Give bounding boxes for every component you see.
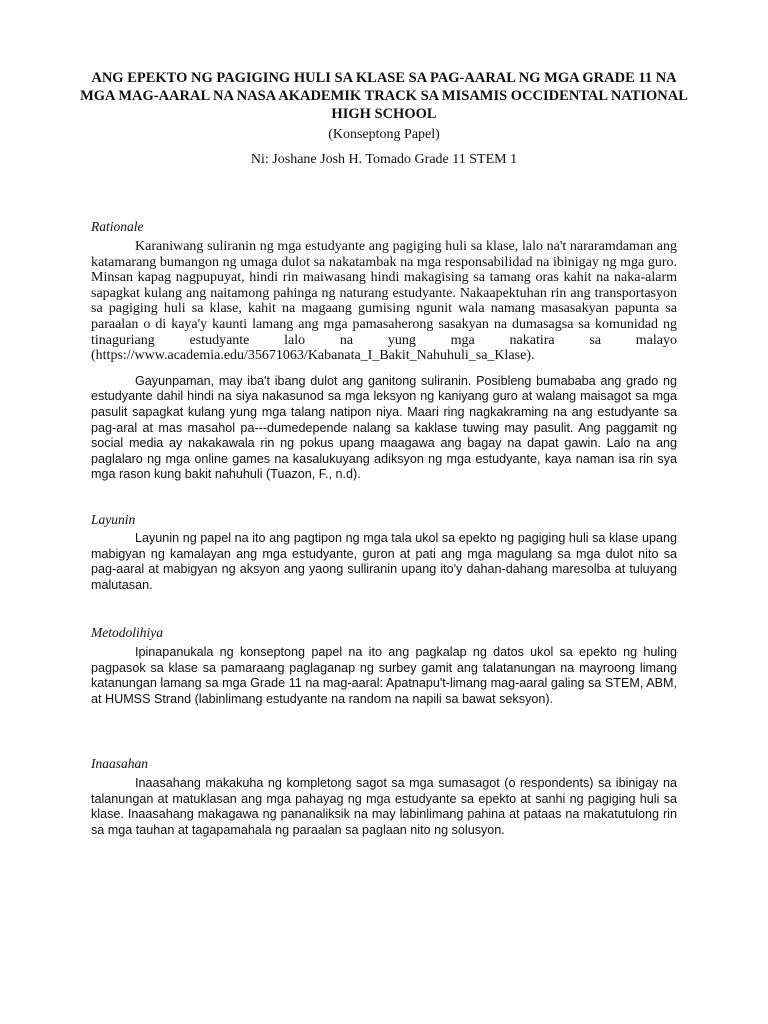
- document-subtitle: (Konseptong Papel): [328, 127, 440, 142]
- rationale-paragraph-1: Karaniwang suliranin ng mga estudyante ang pagiging huli sa klase, lalo na't nararamdaman ang katamarang bumangon ng umaga dulot sa nakatambak na mga responsabilidad na ibinigay ng mga guro. Minsan kapag nagpupuyat, hindi rin maiwasang hindi makagising sa tamang oras kahit na naka-alarm sapagkat kulang ang naitamong pahinga ng naturang estudyante. Nakaapektuhan rin ang transportasyon sa pagiging huli sa klase, kahit na magaang gumising ngunit wala namang masasakyan papunta sa paraalan o di kaya'y kaunti lamang ang mga pamasaherong sasakyan na dumasagsa sa komunidad ng tinaguriang estudyante lalo na yung mga nakatira sa malayo (https://www.academia.edu/35671063/Kabanata_I_Bakit_Nahuhuli_sa_Klase).: [91, 239, 677, 364]
- rationale-paragraph-2: Gayunpaman, may iba't ibang dulot ang ganitong suliranin. Posibleng bumababa ang grado ng estudyante dahil hindi na siya nakasunod sa mga leksyon ng kaniyang guro at walang maisagot sa mga pasulit sapagkat kulang yung mga talang natipon niya. Maari ring nagkakraming na ang estudyante sa pag-aral at mas masahol pa---dumedepende nalang sa kaklase tuwing may pasulit. Ang paggamit ng social media ay nakakawala rin ng pokus upang maagawa ang bagay na dapat gawin. Lalo na ang paglalaro ng mga online games na kasalukuyang adiksyon ng mga estudyante, kaya naman isa rin sya mga rason kung bakit nahuhuli (Tuazon, F., n.d).: [91, 373, 677, 482]
- section-body-metodolohiya: [91, 645, 677, 717]
- section-body-inaasahan: [91, 776, 677, 848]
- document-author: Ni: Joshane Josh H. Tomado Grade 11 STEM 1: [250, 152, 518, 167]
- section-heading-metodolohiya: Metodolihiya: [91, 625, 163, 640]
- document-title: ANG EPEKTO NG PAGIGING HULI SA KLASE SA PAG-AARAL NG MGA GRADE 11 NA MGA MAG-AARAL NA NASA AKADEMIK TRACK SA MISAMIS OCCIDENTAL NATIONAL HIGH SCHOOL: [80, 70, 688, 122]
- inaasahan-paragraph-1: Inaasahang makakuha ng kompletong sagot sa mga sumasagot (o respondents) sa ibinigay na talanungan at matuklasan ang mga pahayag ng mga estudyante sa epekto at sanhi ng pagiging huli sa klase. Inaasahang makagawa ng pananaliksik na may labinlimang pahina at pataas na makatutulong rin sa mga tauhan at tagapamahala ng paraalan sa paglaan nito ng solusyon.: [91, 776, 677, 837]
- section-heading-rationale: Rationale: [91, 219, 144, 234]
- layunin-paragraph-1: Layunin ng papel na ito ang pagtipon ng mga tala ukol sa epekto ng pagiging huli sa klase upang mabigyan ng kamalayan ang mga estudyante, guron at pati ang mga magulang sa mga dulot nito sa pag-aaral at mabigyan ng aksyon ang yaong sulliranin upang ito'y dahan-dahang maresolba at tuluyang malutasan.: [91, 531, 677, 592]
- section-heading-layunin: Layunin: [91, 512, 136, 527]
- metodolohiya-paragraph-1: Ipinapanukala ng konseptong papel na ito ang pagkalap ng datos ukol sa epekto ng huling pagpasok sa klase sa pamaraang paglaganap ng surbey gamit ang talatanungan na mayroong limang katanungan lamang sa mga Grade 11 na mag-aaral: Apatnapu't-limang mag-aaral galing sa STEM, ABM, at HUMSS Strand (labinlimang estudyante na random na napili sa bawat seksyon).: [91, 645, 677, 706]
- section-heading-inaasahan: Inaasahan: [91, 756, 148, 771]
- section-body-layunin: [91, 531, 677, 603]
- section-body-rationale: [91, 239, 677, 493]
